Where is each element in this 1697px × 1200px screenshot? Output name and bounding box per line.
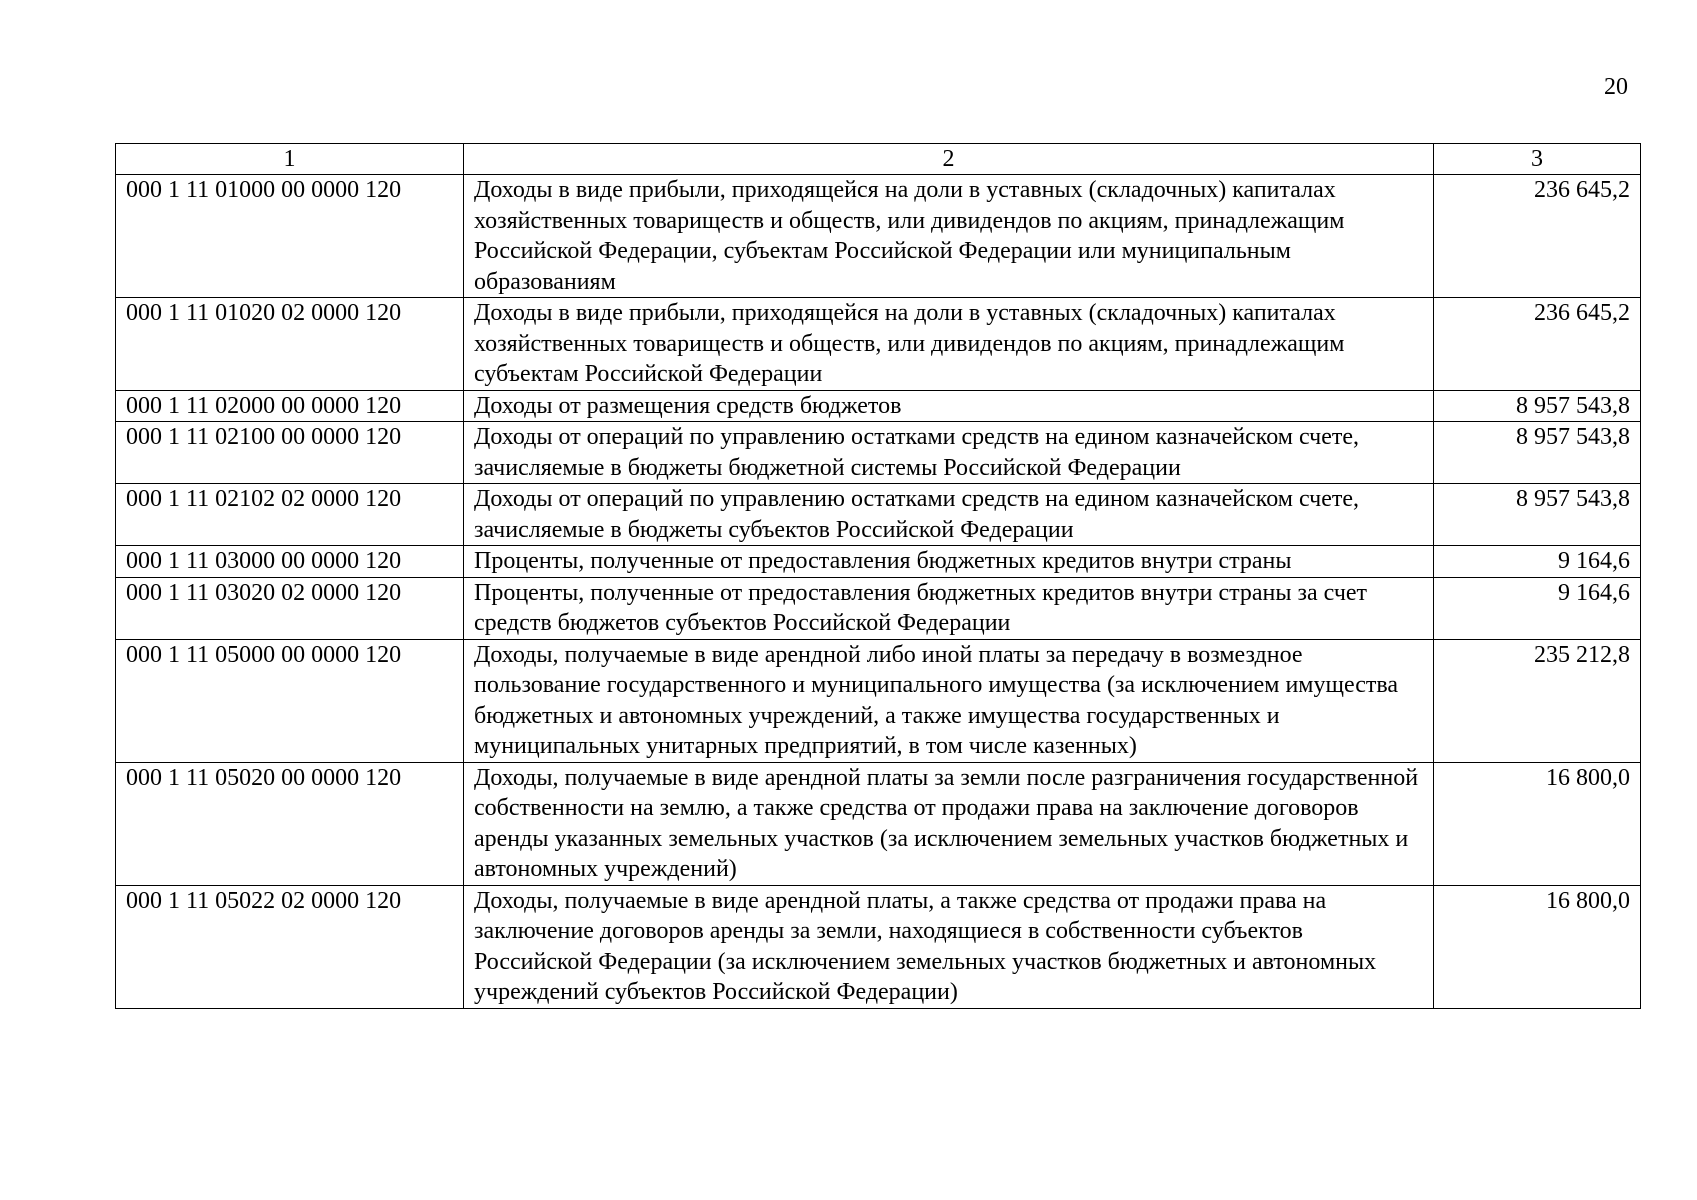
column-header-amount: 3 (1434, 144, 1641, 175)
page-number: 20 (1604, 74, 1628, 100)
revenue-description: Доходы в виде прибыли, приходящейся на доли в уставных (складочных) капиталах хозяйственных товариществ и обществ, или дивидендов по акциям, принадлежащим субъектам Российской Федерации (464, 298, 1434, 391)
revenue-code: 000 1 11 05022 02 0000 120 (116, 885, 464, 1008)
revenue-amount: 16 800,0 (1434, 885, 1641, 1008)
revenue-description: Доходы, получаемые в виде арендной платы, а также средства от продажи права на заключение договоров аренды за земли, находящиеся в собственности субъектов Российской Федерации (за исключением земельных участков бюджетных и автономных учреждений субъектов Российской Федерации) (464, 885, 1434, 1008)
revenue-amount: 8 957 543,8 (1434, 484, 1641, 546)
table-row (116, 298, 1641, 391)
revenue-code: 000 1 11 03000 00 0000 120 (116, 546, 464, 578)
table-row (116, 546, 1641, 578)
revenue-description: Доходы от размещения средств бюджетов (464, 390, 1434, 422)
revenue-description: Доходы от операций по управлению остатками средств на едином казначейском счете, зачисляемые в бюджеты бюджетной системы Российской Федерации (464, 422, 1434, 484)
table-row (116, 762, 1641, 885)
revenue-code: 000 1 11 01000 00 0000 120 (116, 175, 464, 298)
table-row (116, 175, 1641, 298)
revenue-code: 000 1 11 02102 02 0000 120 (116, 484, 464, 546)
revenue-code: 000 1 11 03020 02 0000 120 (116, 577, 464, 639)
revenue-code: 000 1 11 05020 00 0000 120 (116, 762, 464, 885)
revenue-description: Проценты, полученные от предоставления бюджетных кредитов внутри страны за счет средств бюджетов субъектов Российской Федерации (464, 577, 1434, 639)
revenue-amount: 8 957 543,8 (1434, 422, 1641, 484)
table-row (116, 639, 1641, 762)
table-row (116, 484, 1641, 546)
table-row (116, 422, 1641, 484)
revenue-code: 000 1 11 02000 00 0000 120 (116, 390, 464, 422)
revenue-amount: 236 645,2 (1434, 175, 1641, 298)
revenue-code: 000 1 11 05000 00 0000 120 (116, 639, 464, 762)
table-row (116, 577, 1641, 639)
revenue-amount: 236 645,2 (1434, 298, 1641, 391)
revenue-description: Доходы от операций по управлению остатками средств на едином казначейском счете, зачисляемые в бюджеты субъектов Российской Федерации (464, 484, 1434, 546)
revenue-amount: 9 164,6 (1434, 546, 1641, 578)
revenue-description: Доходы, получаемые в виде арендной либо иной платы за передачу в возмездное пользование государственного и муниципального имущества (за исключением имущества бюджетных и автономных учреждений, а также имущества государственных и муниципальных унитарных предприятий, в том числе казенных) (464, 639, 1434, 762)
revenue-description: Доходы в виде прибыли, приходящейся на доли в уставных (складочных) капиталах хозяйственных товариществ и обществ, или дивидендов по акциям, принадлежащим Российской Федерации, субъектам Российской Федерации или муниципальным образованиям (464, 175, 1434, 298)
column-header-code: 1 (116, 144, 464, 175)
revenue-amount: 8 957 543,8 (1434, 390, 1641, 422)
column-header-description: 2 (464, 144, 1434, 175)
revenue-description: Доходы, получаемые в виде арендной платы за земли после разграничения государственной собственности на землю, а также средства от продажи права на заключение договоров аренды указанных земельных участков (за исключением земельных участков бюджетных и автономных учреждений) (464, 762, 1434, 885)
table-header-row (116, 144, 1641, 175)
table-row (116, 390, 1641, 422)
revenue-amount: 235 212,8 (1434, 639, 1641, 762)
revenue-description: Проценты, полученные от предоставления бюджетных кредитов внутри страны (464, 546, 1434, 578)
budget-revenue-table (115, 143, 1641, 1009)
revenue-code: 000 1 11 02100 00 0000 120 (116, 422, 464, 484)
revenue-code: 000 1 11 01020 02 0000 120 (116, 298, 464, 391)
revenue-amount: 9 164,6 (1434, 577, 1641, 639)
revenue-amount: 16 800,0 (1434, 762, 1641, 885)
table-row (116, 885, 1641, 1008)
